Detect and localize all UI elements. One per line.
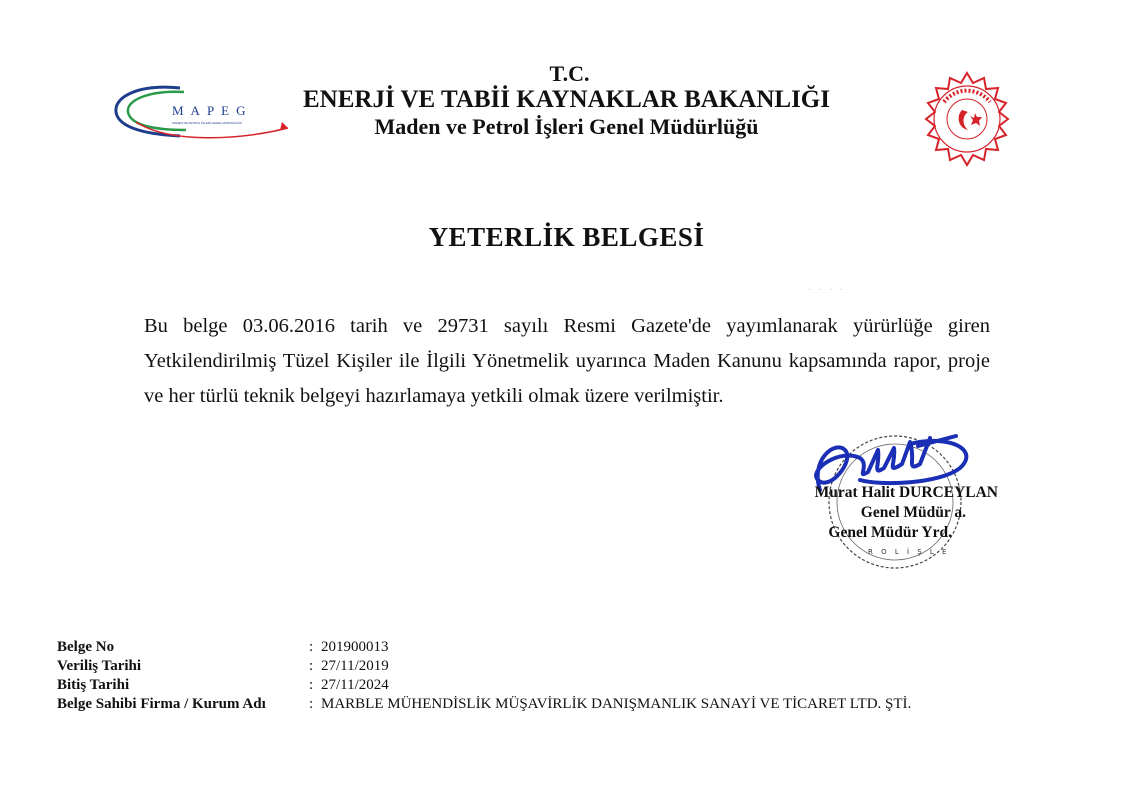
svg-text:R O L İ Ş L E: R O L İ Ş L E xyxy=(868,548,950,556)
certificate-title: YETERLİK BELGESİ xyxy=(428,222,705,252)
certificate-body: Bu belge 03.06.2016 tarih ve 29731 sayılı Resmi Gazete'de yayımlanarak yürürlüğe giren Yetkilendirilmiş Tüzel Kişiler ile İlgili Yönetmelik uyarınca Maden Kanunu kapsamında rapor, proje ve her türlü teknik belgeyi hazırlamaya yetkili olmak üzere verilmiştir. xyxy=(144,315,990,407)
header-tc: T.C. xyxy=(549,61,590,86)
detail-value: 27/11/2024 xyxy=(321,677,389,693)
svg-text:MADEN VE PETROL İŞLERİ GENEL M: MADEN VE PETROL İŞLERİ GENEL MÜDÜRLÜĞÜ xyxy=(172,121,242,125)
detail-label: Bitiş Tarihi xyxy=(57,677,130,693)
detail-label: Veriliş Tarihi xyxy=(57,658,142,674)
faint-mark: · · · · xyxy=(808,284,845,296)
signatory-title-2: Genel Müdür Yrd. xyxy=(828,524,952,541)
detail-separator: : xyxy=(309,658,314,674)
detail-row-firma-adi xyxy=(57,695,911,714)
signatory-block xyxy=(760,483,998,543)
signatory-title-1: Genel Müdür a. xyxy=(860,504,966,521)
signatory-name: Murat Halit DURCEYLAN xyxy=(814,484,998,501)
detail-value: 27/11/2019 xyxy=(321,658,389,674)
detail-label: Belge No xyxy=(57,639,115,655)
detail-label: Belge Sahibi Firma / Kurum Adı xyxy=(57,696,266,712)
ministry-emblem xyxy=(918,70,1016,168)
detail-row-bitis-tarihi xyxy=(57,676,911,695)
detail-row-belge-no xyxy=(57,638,911,657)
detail-separator: : xyxy=(309,677,314,693)
header-department: Maden ve Petrol İşleri Genel Müdürlüğü xyxy=(374,114,759,139)
detail-separator: : xyxy=(309,639,314,655)
certificate-details xyxy=(57,638,911,714)
detail-value: MARBLE MÜHENDİSLİK MÜŞAVİRLİK DANIŞMANLIK SANAYİ VE TİCARET LTD. ŞTİ. xyxy=(321,696,912,712)
detail-row-verilis-tarihi xyxy=(57,657,911,676)
detail-separator: : xyxy=(309,696,314,712)
mapeg-logo-text: MAPEG xyxy=(172,103,253,118)
detail-value: 201900013 xyxy=(321,639,389,655)
header-ministry: ENERJİ VE TABİİ KAYNAKLAR BAKANLIĞI xyxy=(303,86,830,113)
